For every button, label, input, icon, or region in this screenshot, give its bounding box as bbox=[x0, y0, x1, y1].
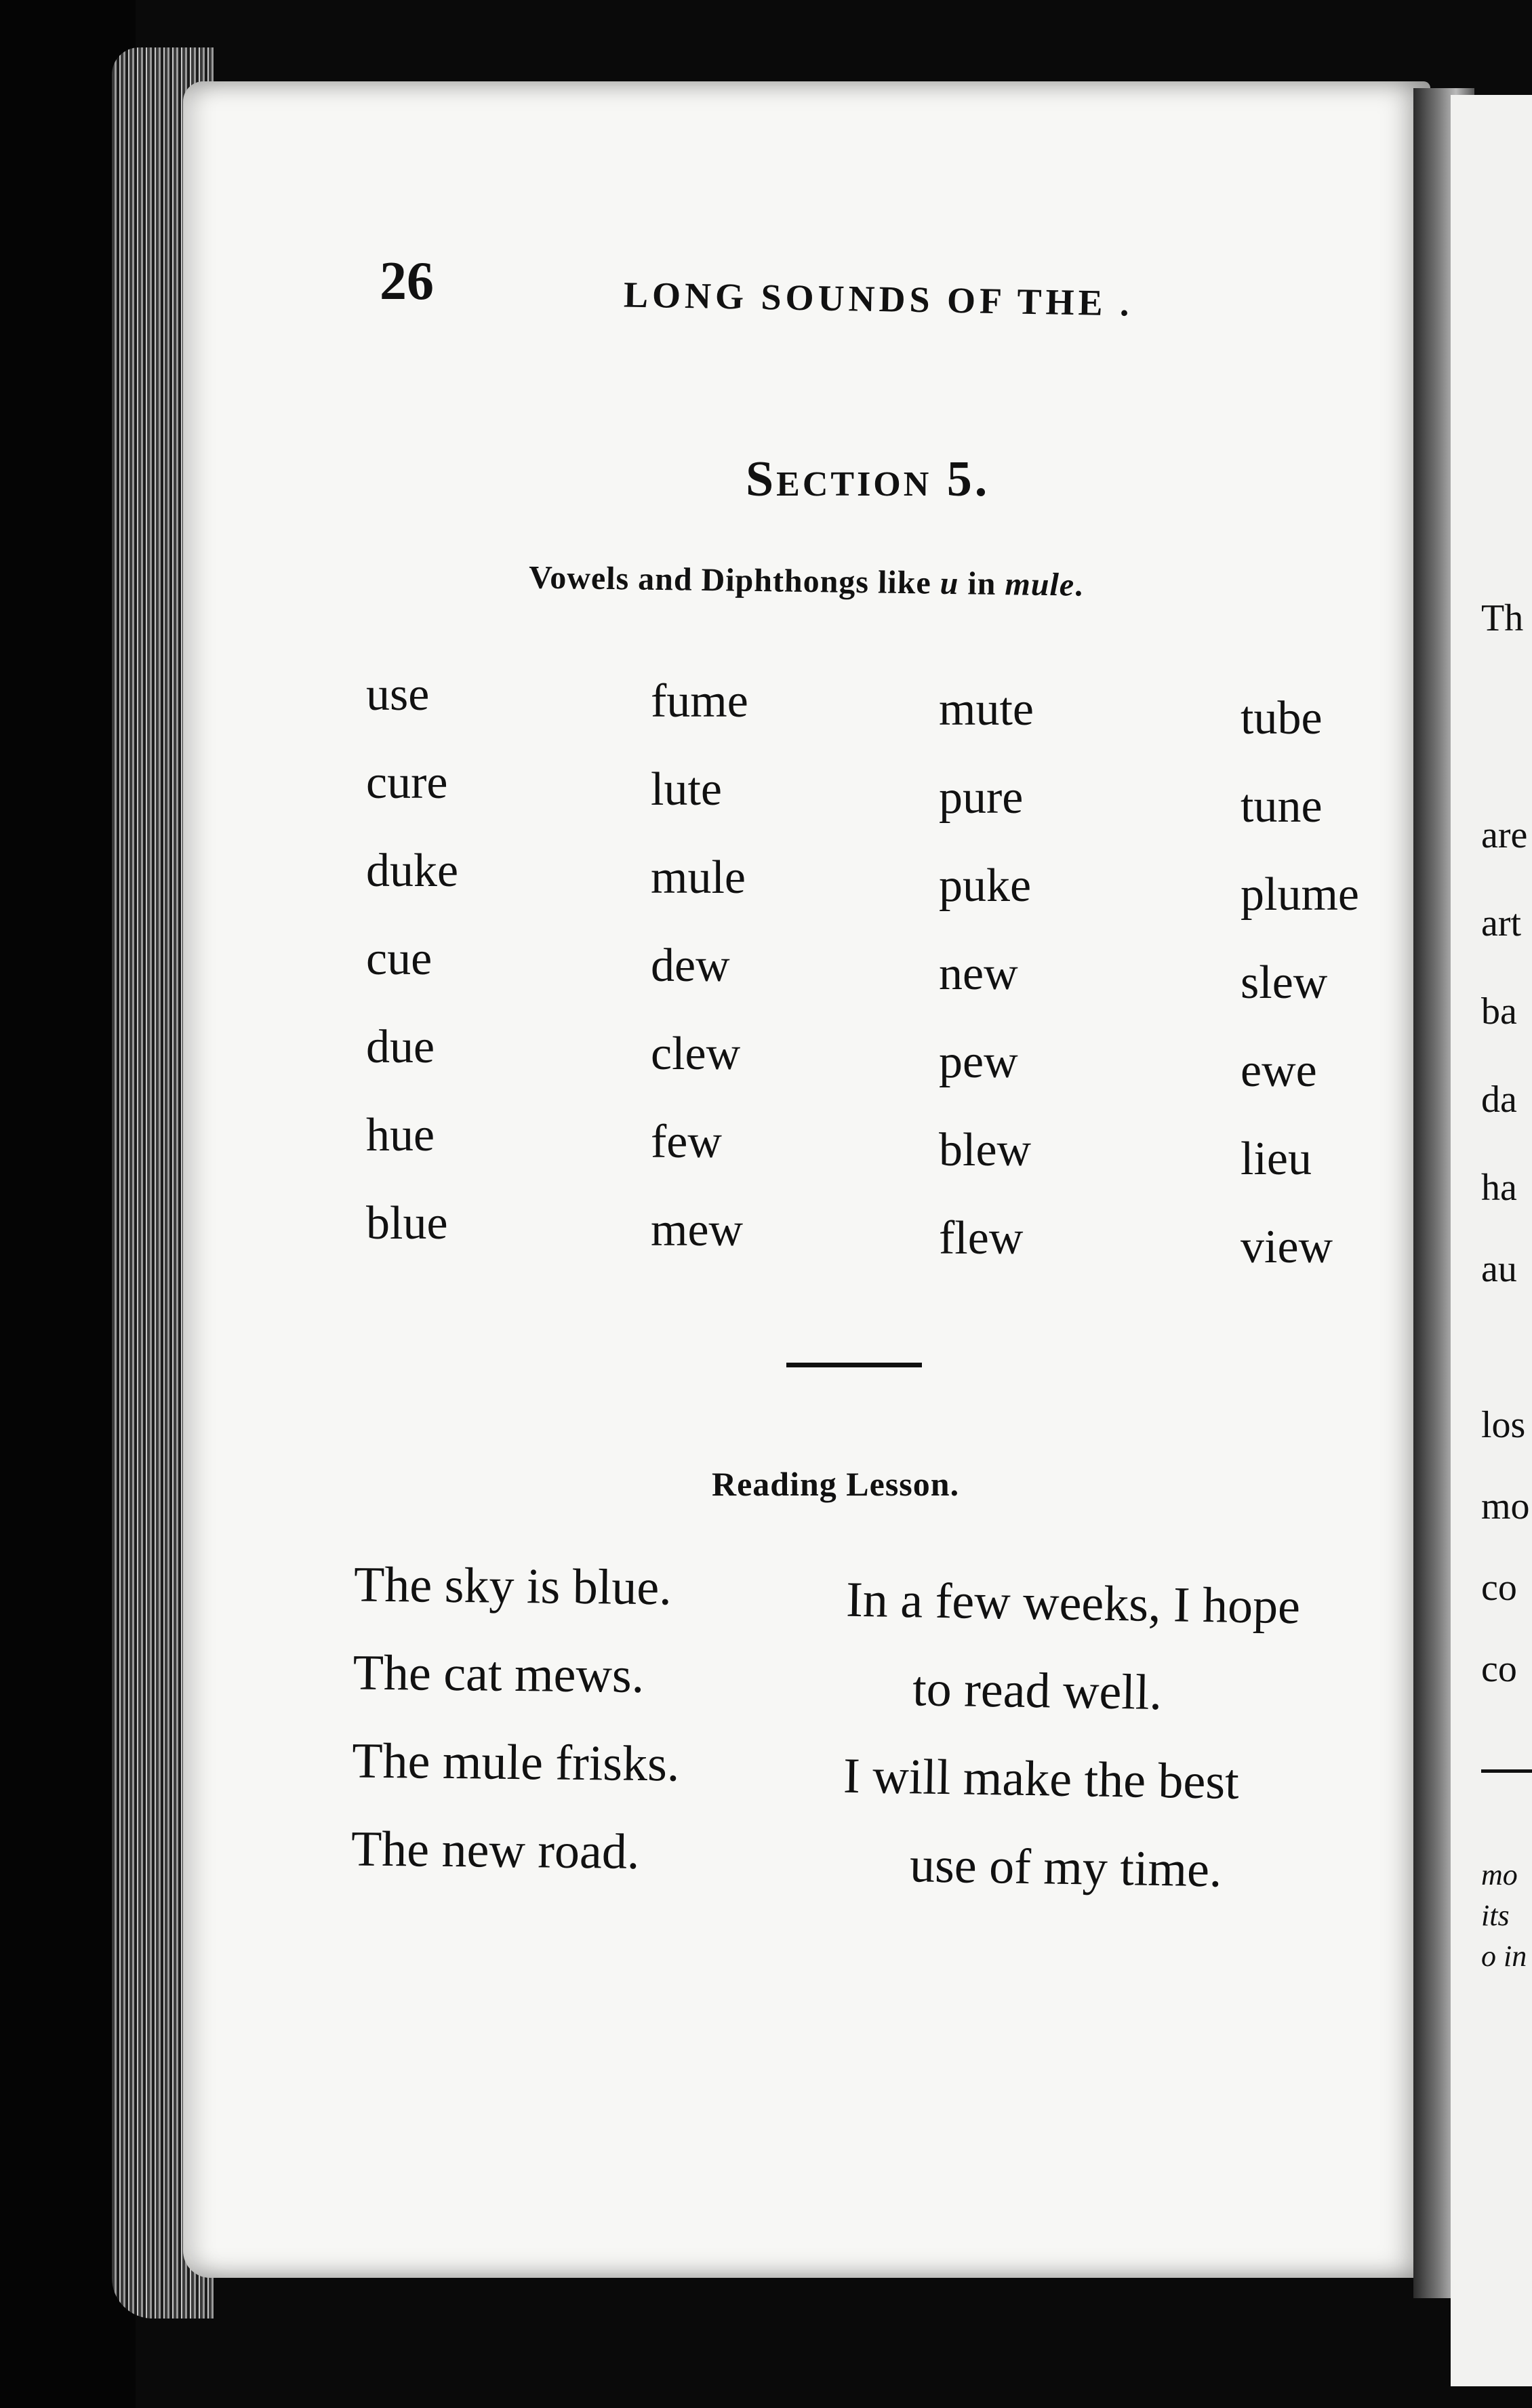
word-column bbox=[651, 668, 895, 1285]
word: pew bbox=[939, 1036, 1018, 1088]
word: fume bbox=[651, 675, 748, 727]
word: cure bbox=[366, 757, 448, 809]
facing-page-fragment: au bbox=[1481, 1248, 1517, 1290]
word: view bbox=[1241, 1221, 1333, 1273]
reading-lesson-left-column bbox=[350, 1547, 681, 1903]
subtitle-mid: in bbox=[959, 565, 1005, 603]
subtitle-word: mule bbox=[1005, 566, 1075, 603]
word: use bbox=[366, 668, 430, 721]
word: mule bbox=[651, 851, 746, 904]
lesson-line: The new road. bbox=[350, 1821, 640, 1880]
facing-page-rule bbox=[1481, 1769, 1532, 1773]
word: clew bbox=[651, 1028, 741, 1080]
word: pure bbox=[939, 771, 1024, 824]
facing-page-fragment: mo bbox=[1481, 1485, 1530, 1527]
word: tube bbox=[1241, 692, 1323, 744]
word: puke bbox=[939, 860, 1032, 912]
word-column bbox=[939, 676, 1183, 1293]
subtitle-suffix: . bbox=[1074, 567, 1084, 603]
word: mute bbox=[939, 683, 1034, 736]
reading-lesson-title: Reading Lesson. bbox=[712, 1465, 960, 1503]
word-column bbox=[366, 661, 610, 1278]
facing-page-fragment: da bbox=[1481, 1079, 1517, 1121]
facing-page-fragment: ba bbox=[1481, 990, 1517, 1032]
lesson-line: In a few weeks, I hope bbox=[845, 1571, 1301, 1635]
lesson-line: I will make the best bbox=[843, 1748, 1240, 1810]
word: plume bbox=[1241, 868, 1359, 921]
word-list bbox=[359, 661, 1390, 1271]
lesson-line: The sky is blue. bbox=[353, 1557, 672, 1616]
lesson-line: to read well. bbox=[912, 1661, 1163, 1721]
facing-page-fragment: los bbox=[1481, 1404, 1526, 1446]
facing-page-fragment: co bbox=[1481, 1648, 1517, 1690]
facing-page-fragment: its bbox=[1481, 1899, 1510, 1932]
subtitle-prefix: Vowels and Diphthongs like bbox=[528, 559, 941, 601]
facing-page-fragment: co bbox=[1481, 1567, 1517, 1609]
section-subtitle bbox=[529, 559, 1084, 603]
lesson-line: The cat mews. bbox=[352, 1645, 645, 1704]
facing-page-fragment: are bbox=[1481, 814, 1528, 856]
word-column bbox=[1241, 685, 1485, 1302]
subtitle-letter: u bbox=[940, 565, 959, 602]
facing-page-fragment: art bbox=[1481, 902, 1522, 944]
facing-page-fragment: Th bbox=[1481, 597, 1524, 639]
page-number: 26 bbox=[380, 252, 434, 311]
section-title: Section 5. bbox=[746, 452, 990, 507]
word: lieu bbox=[1241, 1133, 1312, 1185]
running-head: LONG SOUNDS OF THE . bbox=[623, 274, 1134, 324]
word: blue bbox=[366, 1197, 448, 1249]
facing-page-fragment: mo bbox=[1481, 1858, 1518, 1891]
word: flew bbox=[939, 1212, 1024, 1264]
word: new bbox=[939, 948, 1018, 1000]
lesson-line: use of my time. bbox=[909, 1837, 1223, 1898]
word: lute bbox=[651, 763, 722, 816]
word: blew bbox=[939, 1124, 1032, 1176]
word: dew bbox=[651, 940, 730, 992]
word: slew bbox=[1241, 957, 1328, 1009]
word: due bbox=[366, 1021, 435, 1073]
word: mew bbox=[651, 1204, 744, 1256]
lesson-line: The mule frisks. bbox=[352, 1733, 680, 1792]
facing-page-fragment: ha bbox=[1481, 1167, 1517, 1209]
facing-page-fragment: o in bbox=[1481, 1940, 1527, 1973]
reading-lesson-right-column bbox=[841, 1563, 1301, 1922]
word: tune bbox=[1241, 780, 1323, 832]
word: hue bbox=[366, 1109, 435, 1161]
section-divider bbox=[786, 1363, 922, 1367]
word: duke bbox=[366, 845, 459, 897]
word: ewe bbox=[1241, 1045, 1317, 1097]
word: cue bbox=[366, 933, 432, 985]
word: few bbox=[651, 1116, 722, 1168]
